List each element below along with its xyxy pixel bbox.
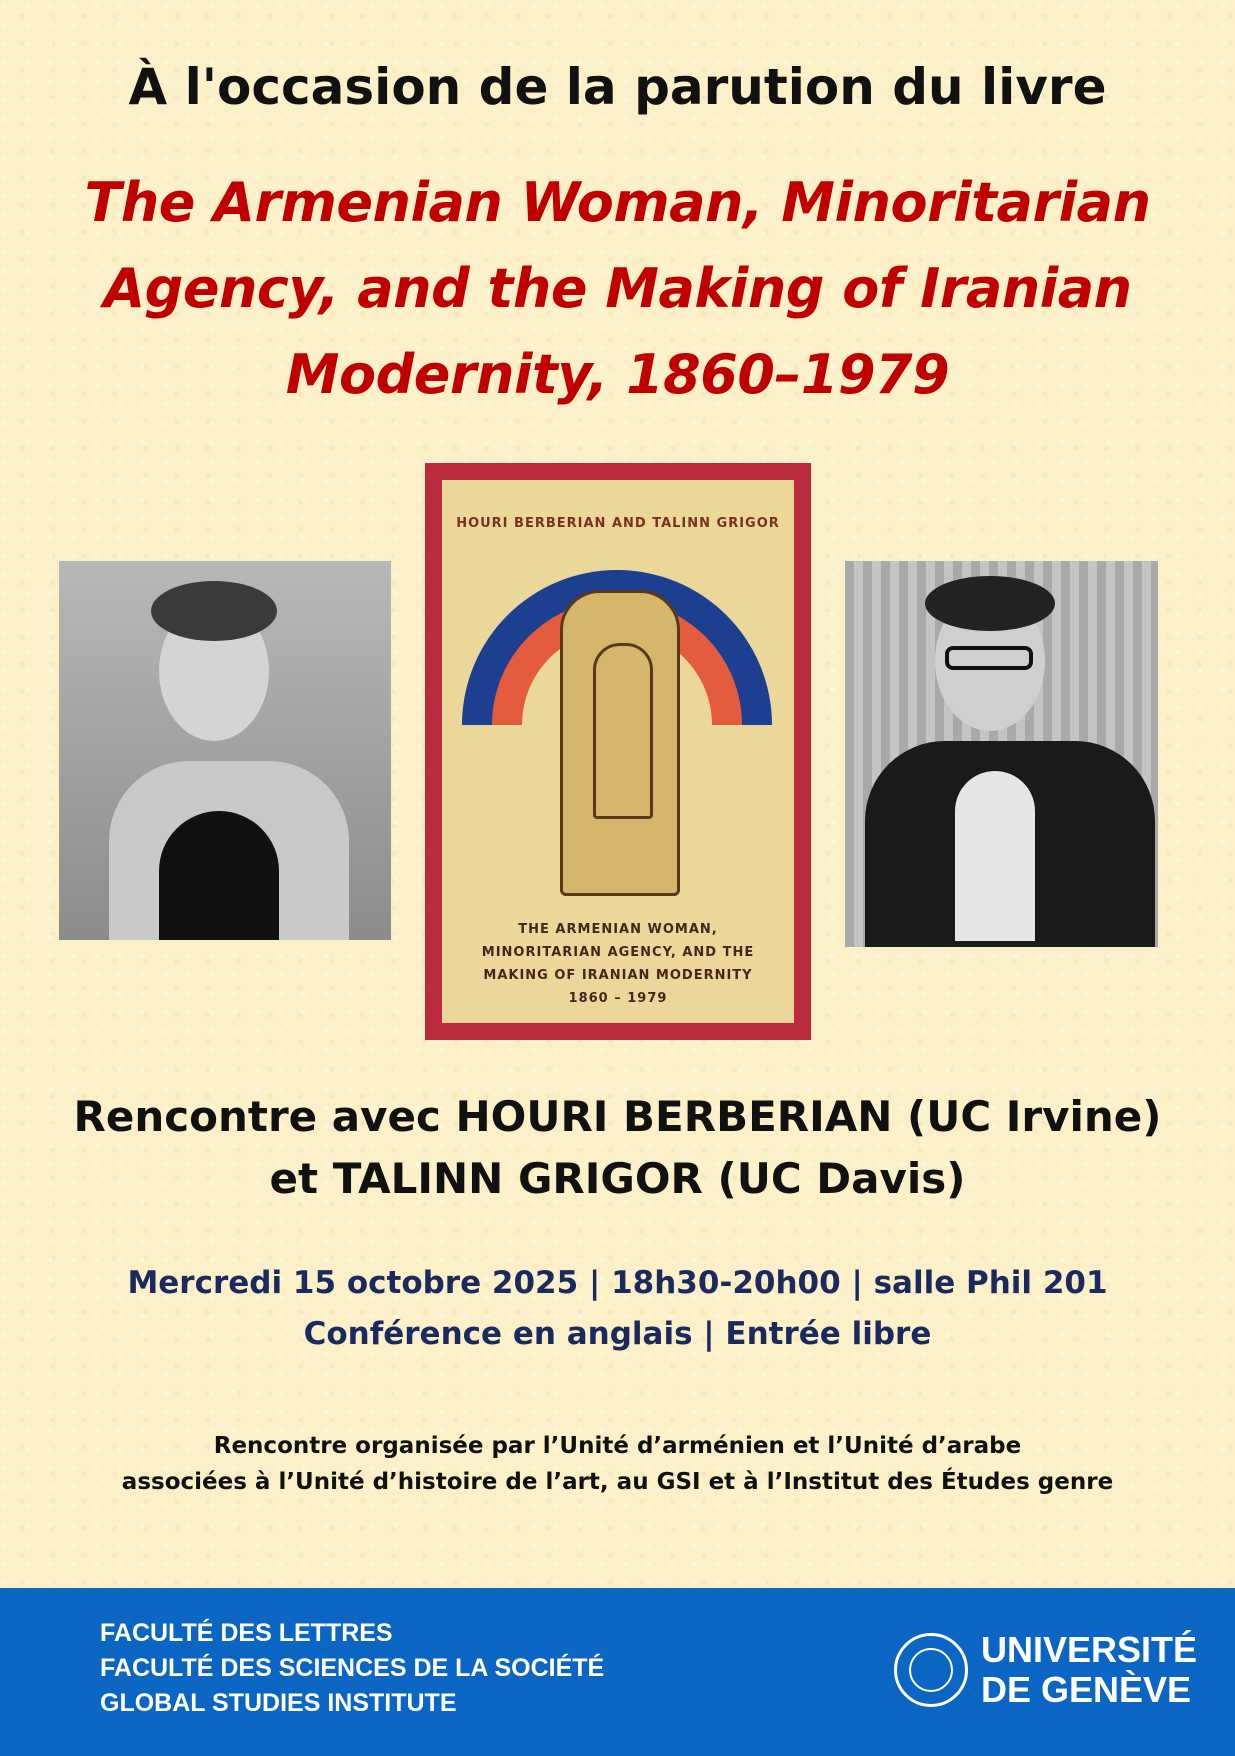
book-title-line: The Armenian Woman, Minoritarian — [84, 171, 1151, 234]
event-details-line: Conférence en anglais | Entrée libre — [303, 1316, 932, 1352]
person-hair — [925, 576, 1055, 631]
book-cover-title — [442, 918, 794, 1010]
book-cover — [425, 463, 811, 1040]
university-logo — [981, 1630, 1197, 1710]
book-cover-inner — [442, 480, 794, 1023]
book-cover-figure — [593, 643, 653, 819]
intro-heading: À l'occasion de la parution du livre — [128, 58, 1107, 116]
university-seal-icon — [894, 1633, 968, 1707]
speakers-line: Rencontre avec HOURI BERBERIAN (UC Irvine) — [73, 1092, 1162, 1141]
organizers-line: Rencontre organisée par l’Unité d’arménien et l’Unité d’arabe — [213, 1433, 1022, 1459]
footer-line: GLOBAL STUDIES INSTITUTE — [100, 1689, 457, 1717]
photo-houri-berberian — [59, 561, 391, 940]
glasses-icon — [945, 646, 1033, 670]
organizers — [0, 1428, 1235, 1500]
footer-line: FACULTÉ DES LETTRES — [100, 1619, 393, 1647]
event-details-line: Mercredi 15 octobre 2025 | 18h30-20h00 | salle Phil 201 — [127, 1265, 1108, 1301]
book-title — [0, 160, 1235, 418]
person-hair — [151, 581, 277, 641]
speakers — [0, 1086, 1235, 1210]
book-title-line: Modernity, 1860–1979 — [285, 343, 950, 406]
speakers-line: et TALINN GRIGOR (UC Davis) — [269, 1154, 966, 1203]
photo-talinn-grigor — [845, 561, 1158, 947]
person-shirt — [159, 811, 279, 940]
event-details — [0, 1258, 1235, 1360]
footer — [0, 1588, 1235, 1756]
logo-line: DE GENÈVE — [981, 1669, 1192, 1710]
book-cover-title-line: MINORITARIAN AGENCY, AND THE — [481, 945, 755, 960]
seal-inner — [909, 1648, 953, 1692]
book-cover-title-line: MAKING OF IRANIAN MODERNITY — [483, 968, 753, 983]
book-cover-title-line: THE ARMENIAN WOMAN, — [518, 922, 718, 937]
book-title-line: Agency, and the Making of Iranian — [103, 257, 1132, 320]
book-cover-authors: HOURI BERBERIAN AND TALINN GRIGOR — [456, 516, 780, 531]
book-cover-stele — [560, 590, 680, 896]
footer-faculties — [100, 1616, 604, 1721]
book-cover-title-line: 1860 – 1979 — [568, 991, 668, 1006]
footer-line: FACULTÉ DES SCIENCES DE LA SOCIÉTÉ — [100, 1654, 605, 1682]
person-shirt — [955, 771, 1035, 941]
organizers-line: associées à l’Unité d’histoire de l’art, au GSI et à l’Institut des Études genre — [121, 1469, 1114, 1495]
logo-line: UNIVERSITÉ — [981, 1629, 1198, 1670]
